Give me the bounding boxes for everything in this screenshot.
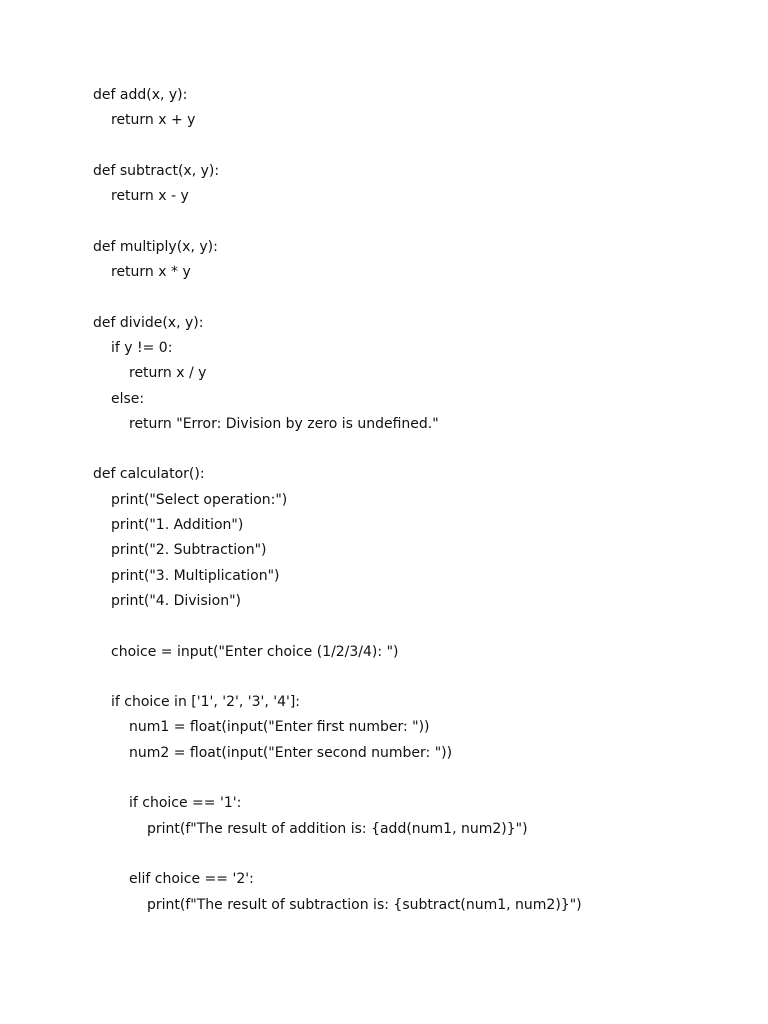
code-line: print("3. Multiplication") [111, 567, 280, 584]
code-line: num1 = float(input("Enter first number: ")) [129, 719, 430, 736]
code-line: elif choice == '2': [129, 871, 254, 888]
code-line: def multiply(x, y): [93, 238, 218, 255]
blank-line [93, 615, 582, 640]
code-line: if y != 0: [111, 339, 173, 356]
blank-line [93, 286, 582, 311]
blank-line [93, 767, 582, 792]
blank-line [93, 843, 582, 868]
code-line: return x - y [111, 188, 189, 205]
code-line: if choice in ['1', '2', '3', '4']: [111, 694, 301, 711]
code-block [93, 84, 582, 919]
code-line: print("1. Addition") [111, 517, 244, 534]
code-line: return x / y [129, 365, 207, 382]
code-line: def divide(x, y): [93, 314, 204, 331]
code-line: print("4. Division") [111, 592, 241, 609]
code-line: def calculator(): [93, 466, 205, 483]
code-line: if choice == '1': [129, 795, 242, 812]
code-line: else: [111, 390, 145, 407]
code-line: def add(x, y): [93, 87, 188, 103]
code-line: print("Select operation:") [111, 491, 288, 508]
code-line: return "Error: Division by zero is undefined." [129, 415, 439, 432]
code-line: print(f"The result of addition is: {add(num1, num2)}") [147, 820, 528, 837]
code-line: print("2. Subtraction") [111, 542, 267, 559]
code-line: return x * y [111, 264, 191, 281]
code-line: num2 = float(input("Enter second number: ")) [129, 744, 453, 761]
code-line: def subtract(x, y): [93, 162, 220, 179]
code-line: choice = input("Enter choice (1/2/3/4): ") [111, 643, 399, 660]
blank-line [93, 135, 582, 160]
blank-line [93, 438, 582, 463]
code-line: print(f"The result of subtraction is: {subtract(num1, num2)}") [147, 896, 582, 913]
blank-line [93, 666, 582, 691]
code-line: return x + y [111, 112, 196, 129]
blank-line [93, 210, 582, 235]
